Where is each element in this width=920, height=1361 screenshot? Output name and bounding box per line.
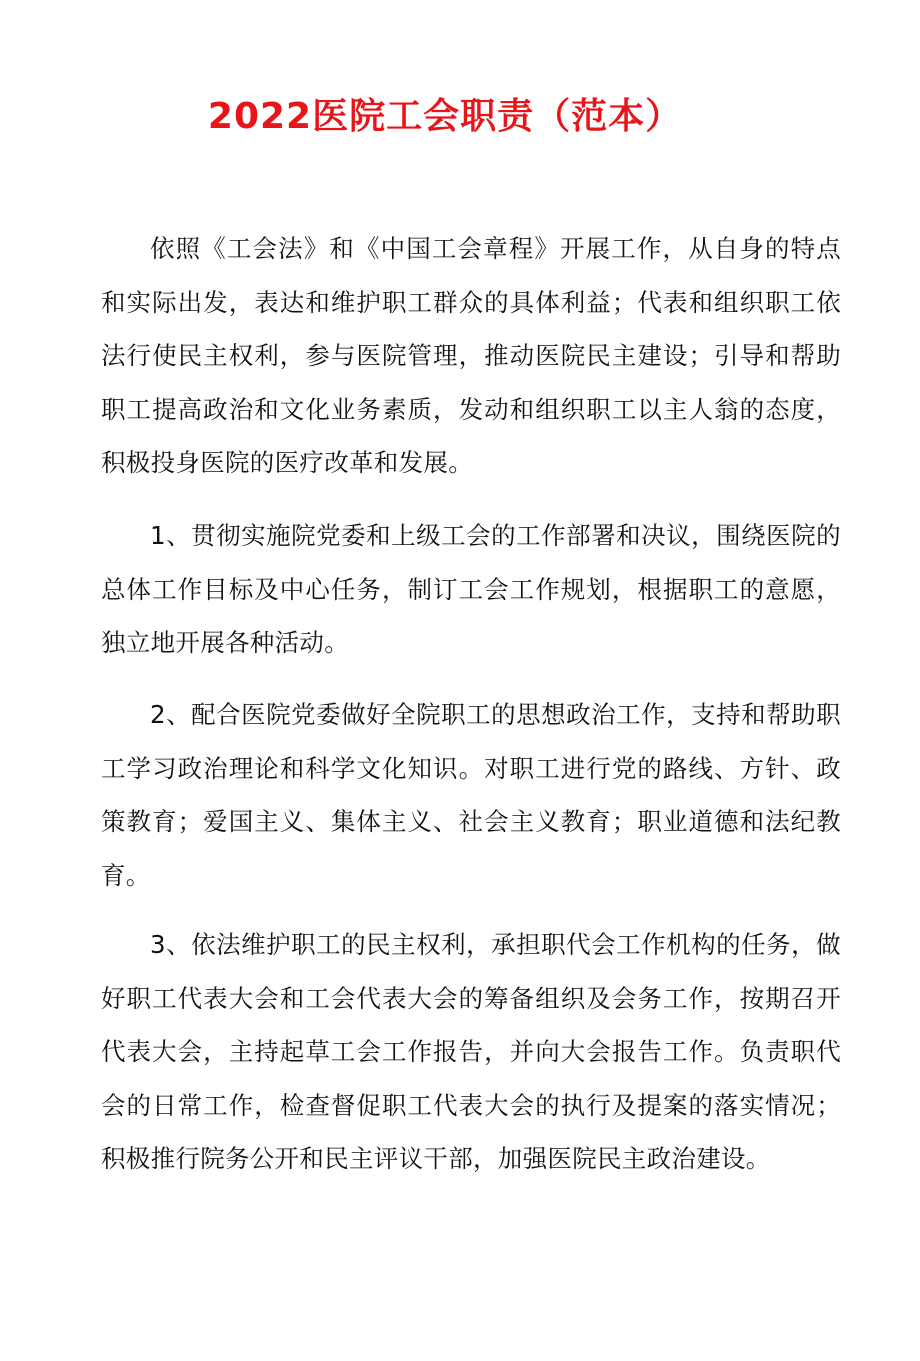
intro-paragraph: 依照《工会法》和《中国工会章程》开展工作，从自身的特点和实际出发，表达和维护职工群众的具体利益；代表和组织职工依法行使民主权利，参与医院管理，推动医院民主建设；引导和帮助职工提高政治和文化业务素质，发动和组织职工以主人翁的态度，积极投身医院的医疗改革和发展。 (101, 234, 841, 477)
duty-item-3: 3、依法维护职工的民主权利，承担职代会工作机构的任务，做好职工代表大会和工会代表大会的筹备组织及会务工作，按期召开代表大会，主持起草工会工作报告，并向大会报告工作。负责职代会的日常工作，检查督促职工代表大会的执行及提案的落实情况；积极推行院务公开和民主评议干部，加强医院民主政治建设。 (101, 930, 841, 1173)
document-title: 2022医院工会职责（范本） (207, 96, 683, 137)
duty-item-1: 1、贯彻实施院党委和上级工会的工作部署和决议，围绕医院的总体工作目标及中心任务，制订工会工作规划，根据职工的意愿，独立地开展各种活动。 (101, 521, 841, 657)
duty-item-2: 2、配合医院党委做好全院职工的思想政治工作，支持和帮助职工学习政治理论和科学文化知识。对职工进行党的路线、方针、政策教育；爱国主义、集体主义、社会主义教育；职业道德和法纪教育。 (101, 700, 841, 890)
